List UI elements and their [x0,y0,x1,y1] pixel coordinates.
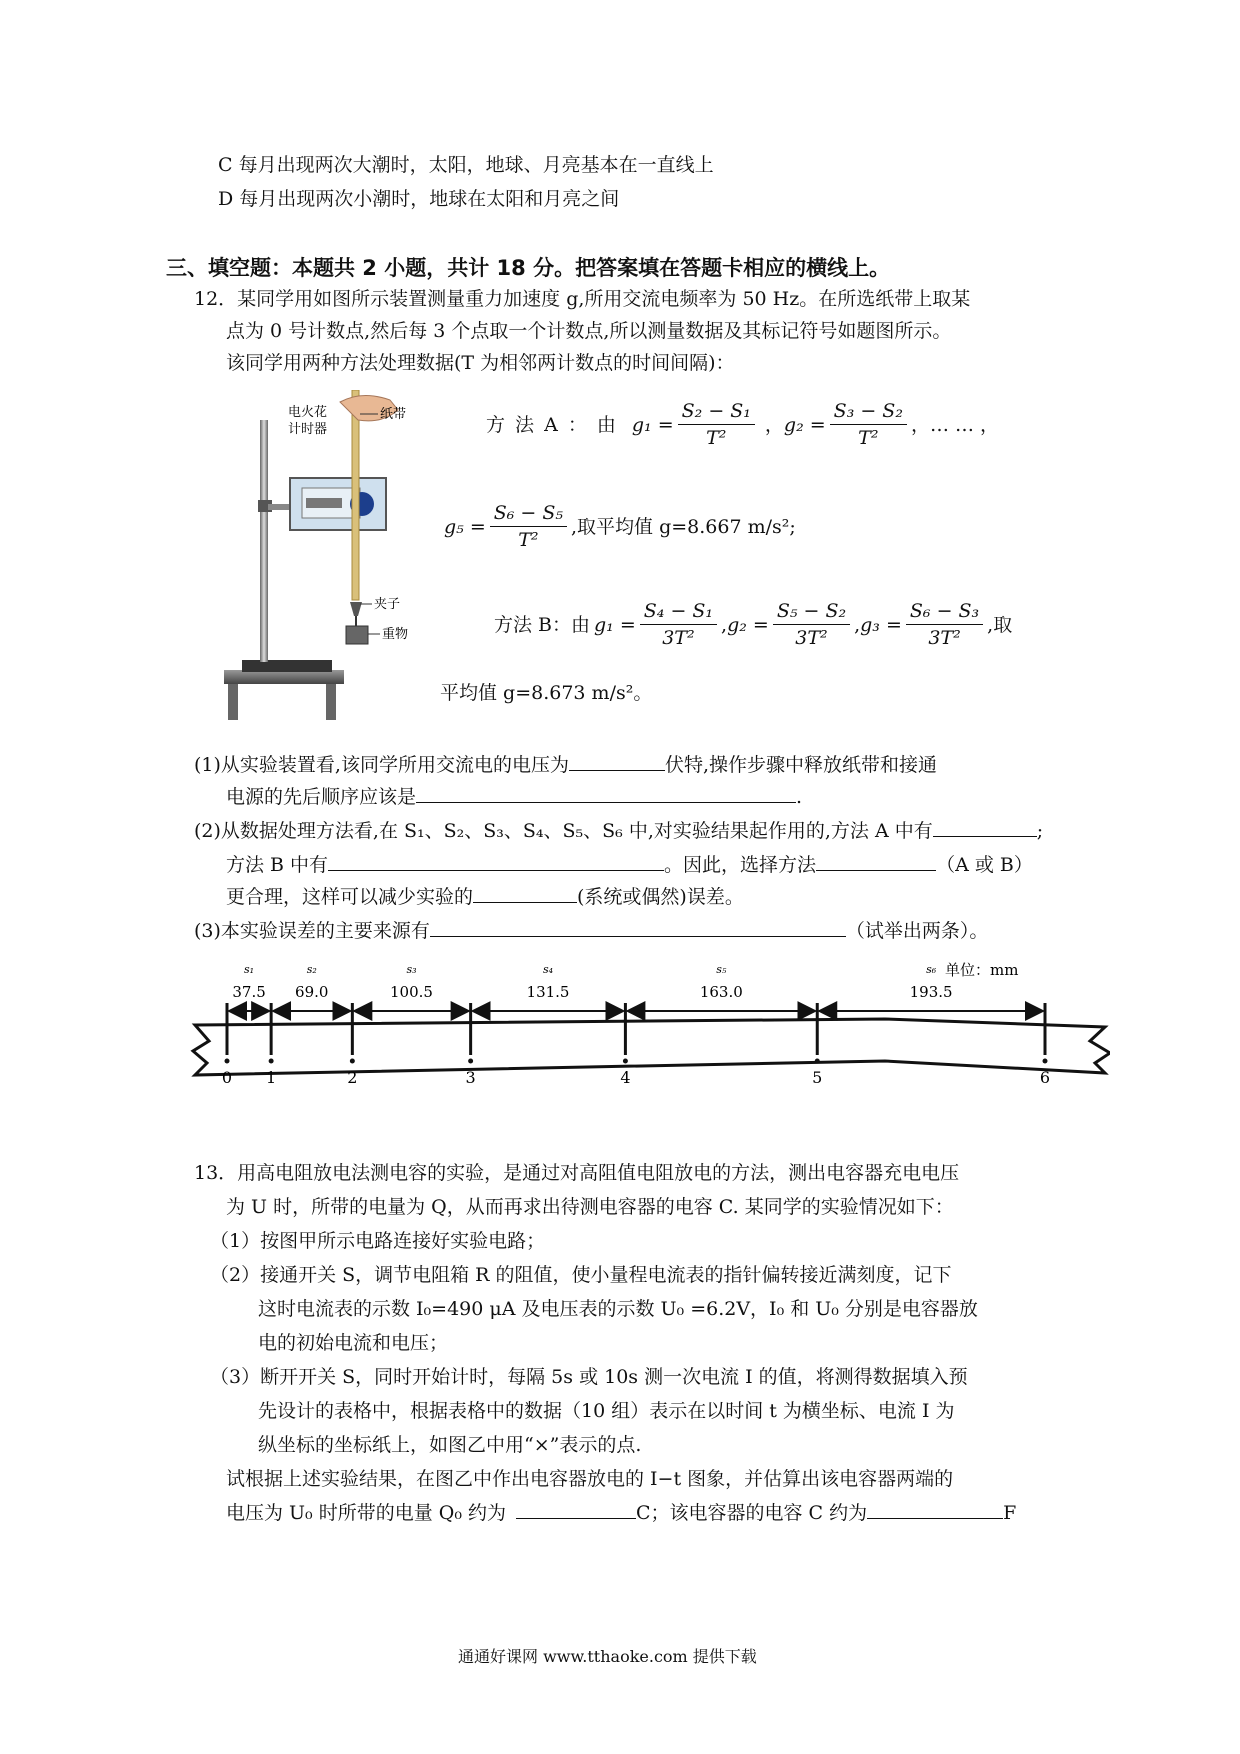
answer-blank-charge[interactable] [516,1500,636,1519]
q13-line2: 为 U 时，所带的电量为 Q，从而再求出待测电容器的电容 C. 某同学的实验情况如下： [226,1196,954,1218]
q12-part1-line2 [226,784,802,810]
tape-seg-value-1: 37.5 [232,983,266,1001]
fraction-a2-numerator: S₃ − S₂ [830,398,907,425]
q13-line7: （3）断开开关 S，同时开始计时，每隔 5s 或 10s 测一次电流 I 的值，将测得数据填入预 [210,1366,968,1388]
fraction-b1-numerator: S₄ − S₁ [640,598,717,625]
q12-part3-line [194,918,988,944]
q12-part1-text-b: 伏特,操作步骤中释放纸带和接通 [664,754,938,776]
answer-blank-voltage[interactable] [569,752,665,771]
method-b-g2: g₂ = [727,613,769,636]
answer-blank-error-sources[interactable] [430,918,846,937]
q13-line6: 电的初始电流和电压； [258,1332,449,1354]
q12-part2-text-g: (系统或偶然)误差。 [577,886,744,908]
fraction-b2-denominator: 3T² [795,627,828,649]
tape-dot-3 [468,1059,473,1064]
q13-line11-text-a: 电压为 U₀ 时所带的电量 Q₀ 约为 [226,1502,506,1524]
q12-part1-text-a: (1)从实验装置看,该同学所用交流电的电压为 [194,754,569,776]
tape-dot-6 [1043,1059,1048,1064]
stand-rod [260,420,268,662]
q12-part2-text-b: ; [1036,820,1044,842]
q12-intro-line3: 该同学用两种方法处理数据(T 为相邻两计数点的时间间隔)： [226,352,735,374]
tape-seg-name-2: s₂ [306,963,317,976]
fraction-b2 [773,598,850,651]
q12-part3-text-b: （试举出两条）。 [845,920,989,942]
method-a-prefix: 方 法 A ： 由 [486,413,618,436]
tape-seg-value-5: 163.0 [699,983,743,1001]
method-a-result: ,取平均值 g=8.667 m/s²; [571,515,796,538]
q13-line5: 这时电流表的示数 I₀=490 μA 及电压表的示数 U₀ =6.2V，I₀ 和 U₀ 分别是电容器放 [258,1298,978,1320]
method-a-line1: 方 法 A ： 由 g₁ = $\frac{\text{S₂ − S₁}}{\text{T²}}$ ， g₂ = $\frac{\text{S₃ − S₂}}{\text{T²}}$ ，… … ， [486,400,1000,449]
q12-part2-text-f: 更合理，这样可以减少实验的 [226,886,474,908]
fraction-a2 [830,398,907,451]
fraction-a1-denominator: T² [706,427,727,449]
method-a-g1: g₁ = [631,413,674,436]
fraction-a5-denominator: T² [518,529,539,551]
tape-dot-2 [350,1059,355,1064]
fraction-a2-denominator: T² [858,427,879,449]
label-timer-line1: 电火花 [288,405,328,420]
method-b-prefix: 方法 B：由 [494,613,591,636]
label-clamp: 夹子 [374,597,401,612]
q12-part2-line3 [226,884,744,910]
method-a-g5: g₅ = [444,515,486,538]
tape-point-label-3: 3 [465,1068,476,1087]
tape-point-label-5: 5 [812,1068,823,1087]
fraction-a1-numerator: S₂ − S₁ [678,398,755,425]
tape-dot-0 [225,1059,230,1064]
tape-dot-1 [269,1059,274,1064]
method-b-result: 平均值 g=8.673 m/s²。 [440,682,653,704]
paper-tape [352,390,359,600]
tape-dot-4 [623,1059,628,1064]
answer-blank-method-a[interactable] [933,818,1037,837]
tape-seg-name-3: s₃ [406,963,417,976]
answer-blank-error-type[interactable] [473,884,577,903]
apparatus-figure [222,390,452,720]
answer-blank-method-b[interactable] [328,852,664,871]
method-b-line1: 方法 B：由 g₁ = $\frac{\text{S₄ − S₁}}{\text{3T²}}$ , g₂ = $\frac{\text{S₅ − S₂}}{\text{3T²}}$ , g₃ = $\frac{\text{S₆ − S₃}}{\text{3T²}}$ ,取 [494,600,1013,649]
tape-unit-label: 单位：mm [945,961,1019,979]
answer-blank-choose-method[interactable] [816,852,936,871]
tape-seg-name-4: s₄ [542,963,554,976]
tape-outline [193,1019,1110,1075]
weight [346,626,368,644]
section-heading: 三、填空题：本题共 2 小题，共计 18 分。把答案填在答题卡相应的横线上。 [166,256,891,280]
fraction-b3-numerator: S₆ − S₃ [906,598,983,625]
tape-seg-value-2: 69.0 [295,983,329,1001]
q12-part2-text-d: 。因此，选择方法 [664,854,817,876]
tape-seg-name-5: s₅ [716,963,727,976]
q12-part2-text-c: 方法 B 中有 [226,854,329,876]
q13-line1: 13．用高电阻放电法测电容的实验，是通过对高阻值电阻放电的方法，测出电容器充电电压 [194,1162,960,1184]
fraction-a1 [678,398,755,451]
q13-line3: （1）按图甲所示电路连接好实验电路； [210,1230,546,1252]
tape-seg-value-4: 131.5 [526,983,570,1001]
tape-point-label-6: 6 [1039,1068,1051,1087]
fraction-b3 [906,598,983,651]
q12-part3-text-a: (3)本实验误差的主要来源有 [194,920,430,942]
q13-line11-text-b: C；该电容器的电容 C 约为 [635,1502,868,1524]
q13-line10: 试根据上述实验结果，在图乙中作出电容器放电的 I−t 图象，并估算出该电容器两端的 [226,1468,954,1490]
q13-line4: （2）接通开关 S，调节电阻箱 R 的阻值，使小量程电流表的指针偏转接近满刻度，记下 [210,1264,952,1286]
answer-blank-capacitance[interactable] [867,1500,1003,1519]
method-a-dots: ，… … ， [910,413,1000,436]
tape-seg-name-6: s₆ [926,963,937,976]
answer-blank-order[interactable] [416,784,796,803]
q12-part2-text-a: (2)从数据处理方法看,在 S₁、S₂、S₃、S₄、S₅、S₆ 中,对实验结果起作用的,方法 A 中有 [194,820,933,842]
label-tape: 纸带 [380,407,407,422]
table-top [224,670,344,684]
q13-line8: 先设计的表格中，根据表格中的数据（10 组）表示在以时间 t 为横坐标、电流 I 为 [258,1400,955,1422]
tape-point-label-1: 1 [266,1068,277,1087]
fraction-b2-numerator: S₅ − S₂ [773,598,850,625]
q12-intro-line1: 12．某同学用如图所示装置测量重力加速度 g,所用交流电频率为 50 Hz。在所选纸带上取某 [194,288,971,310]
q13-line11-text-c: F [1003,1502,1017,1524]
method-b-g1: g₁ = [594,613,636,636]
q12-intro-line2: 点为 0 号计数点,然后每 3 个点取一个计数点,所以测量数据及其标记符号如题图所示。 [226,320,952,342]
label-weight: 重物 [382,627,409,642]
tape-point-label-4: 4 [620,1068,631,1087]
method-b-g3: g₃ = [860,613,902,636]
option-d: D 每月出现两次小潮时，地球在太阳和月亮之间 [218,188,620,210]
tape-point-label-2: 2 [347,1068,358,1087]
label-timer-line2: 计时器 [288,422,328,437]
q13-line9: 纵坐标的坐标纸上，如图乙中用“×”表示的点. [258,1434,642,1456]
option-c: C 每月出现两次大潮时，太阳，地球、月亮基本在一直线上 [218,154,714,176]
fraction-b1-denominator: 3T² [662,627,695,649]
tape-seg-name-1: s₁ [244,963,255,976]
stand-base [242,660,332,672]
fraction-a5-numerator: S₆ − S₅ [490,500,567,527]
footer-text: 通通好课网 www.tthaoke.com 提供下载 [458,1647,757,1666]
method-a-line2 [444,500,796,553]
q12-part1-text-c: 电源的先后顺序应该是 [226,786,417,808]
q13-line11 [226,1500,1016,1526]
fraction-b1 [640,598,717,651]
tape-seg-value-3: 100.5 [390,983,433,1001]
method-a-g2: g₂ = [783,413,826,436]
q12-part2-text-e: （A 或 B） [936,854,1033,876]
paper-tape-diagram [185,955,1110,1100]
q12-part2-line2 [226,852,1033,878]
method-b-suffix: ,取 [987,613,1013,636]
fraction-b3-denominator: 3T² [928,627,961,649]
q12-part2-line1 [194,818,1043,844]
tape-seg-value-6: 193.5 [909,983,953,1001]
fraction-a5 [490,500,567,553]
tape-point-label-0: 0 [221,1068,233,1087]
q12-part1-line1 [194,752,937,778]
tape-dot-5 [815,1059,820,1064]
q12-part1-text-d: . [796,786,803,808]
